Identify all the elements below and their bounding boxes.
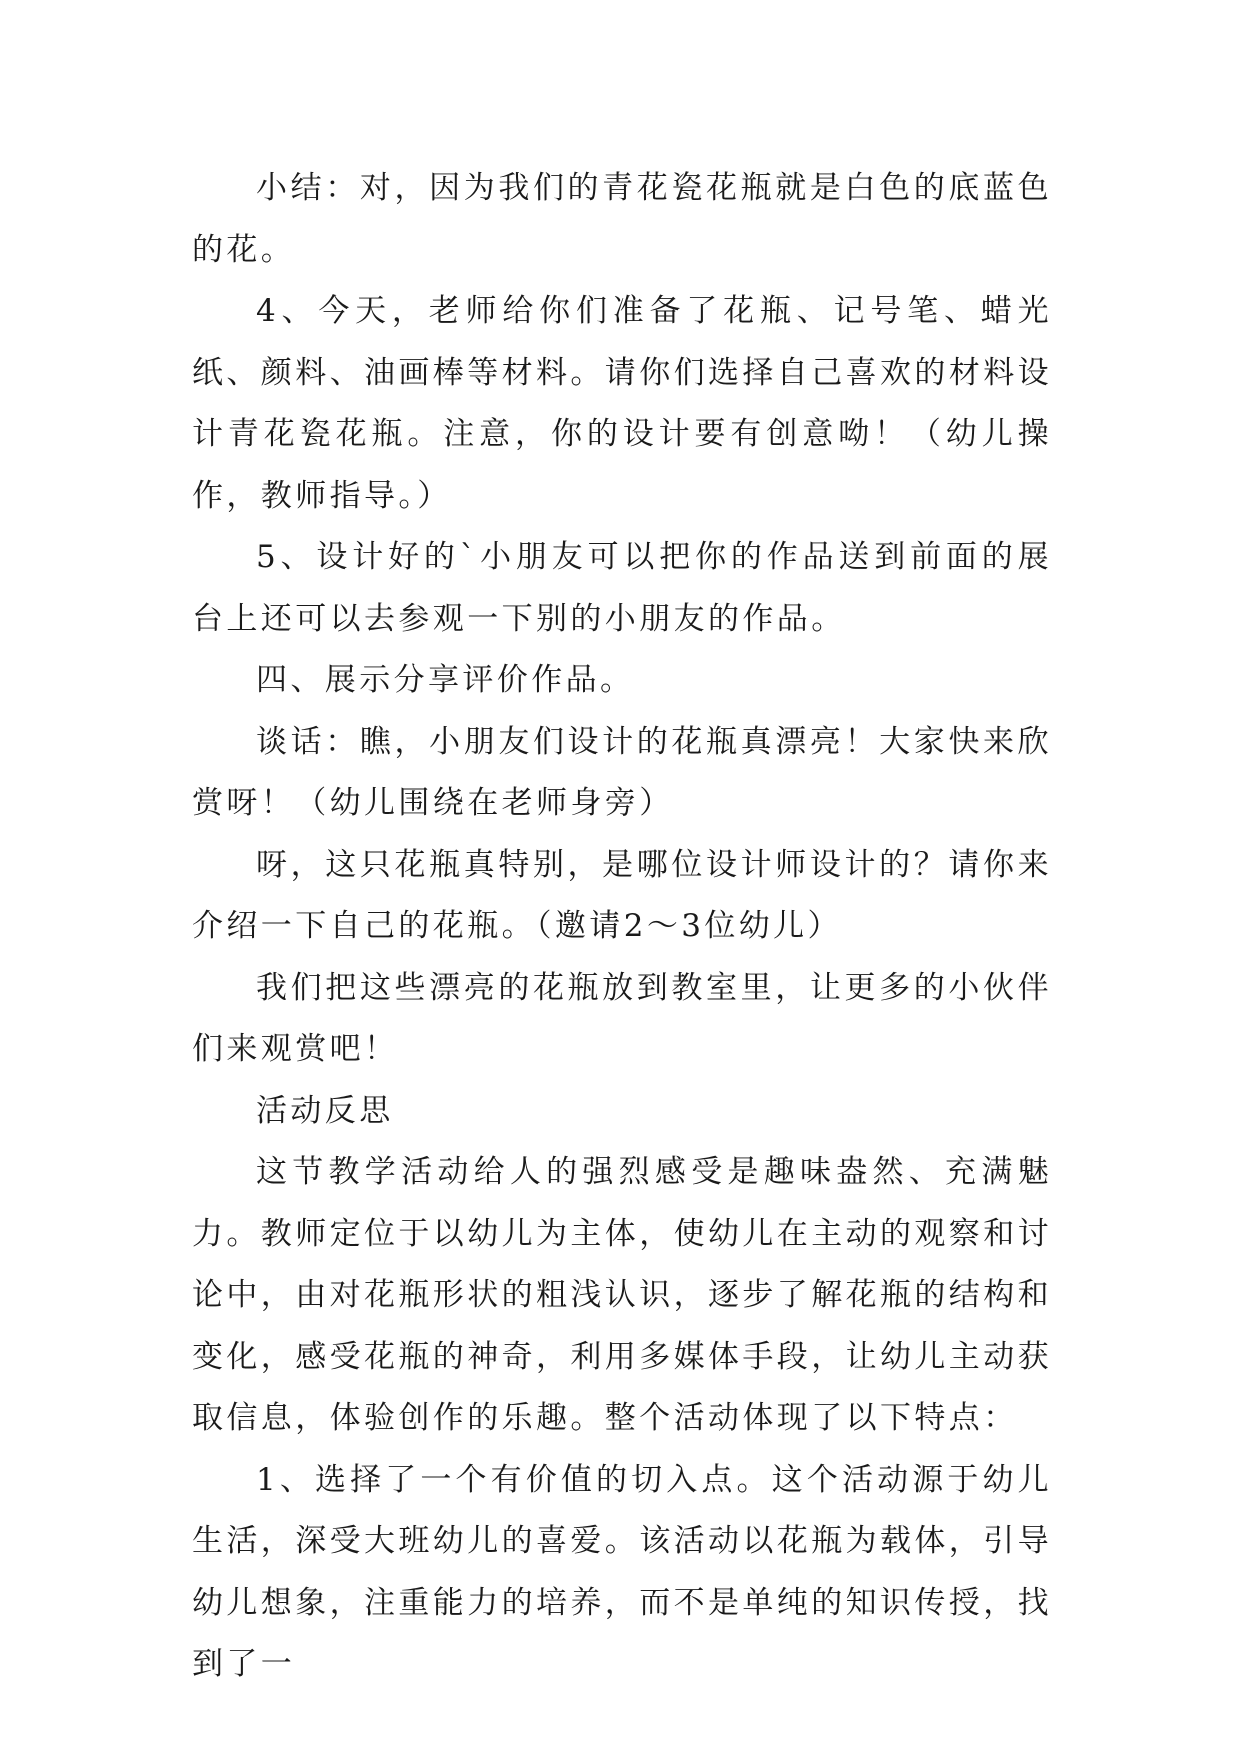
- paragraph-step-5: 5、设计好的`小朋友可以把你的作品送到前面的展台上还可以去参观一下别的小朋友的作品。: [192, 539, 1052, 637]
- paragraph-introduce: 呀，这只花瓶真特别，是哪位设计师设计的？请你来介绍一下自己的花瓶。（邀请2～3位幼儿）: [192, 846, 1052, 944]
- section-heading-reflection: 活动反思: [256, 1092, 394, 1129]
- section-heading-display: 四、展示分享评价作品。: [256, 662, 635, 698]
- paragraph-classroom: 我们把这些漂亮的花瓶放到教室里，让更多的小伙伴们来观赏吧！: [192, 969, 1052, 1067]
- paragraph-reflection: 这节教学活动给人的强烈感受是趣味盎然、充满魅力。教师定位于以幼儿为主体，使幼儿在主动的观察和讨论中，由对花瓶形状的粗浅认识，逐步了解花瓶的结构和变化，感受花瓶的神奇，利用多媒体手段，让幼儿主动获取信息，体验创作的乐趣。整个活动体现了以下特点：: [192, 1154, 1052, 1436]
- document-body: [192, 158, 1052, 1696]
- paragraph-summary: 小结：对，因为我们的青花瓷花瓶就是白色的底蓝色的花。: [192, 170, 1052, 268]
- paragraph-step-4: 4、今天，老师给你们准备了花瓶、记号笔、蜡光纸、颜料、油画棒等材料。请你们选择自己喜欢的材料设计青花瓷花瓶。注意，你的设计要有创意呦！（幼儿操作，教师指导。）: [192, 293, 1052, 514]
- paragraph-talk: 谈话：瞧，小朋友们设计的花瓶真漂亮！大家快来欣赏呀！（幼儿围绕在老师身旁）: [192, 723, 1052, 821]
- paragraph-feature-1: 1、选择了一个有价值的切入点。这个活动源于幼儿生活，深受大班幼儿的喜爱。该活动以花瓶为载体，引导幼儿想象，注重能力的培养，而不是单纯的知识传授，找到了一: [192, 1461, 1052, 1682]
